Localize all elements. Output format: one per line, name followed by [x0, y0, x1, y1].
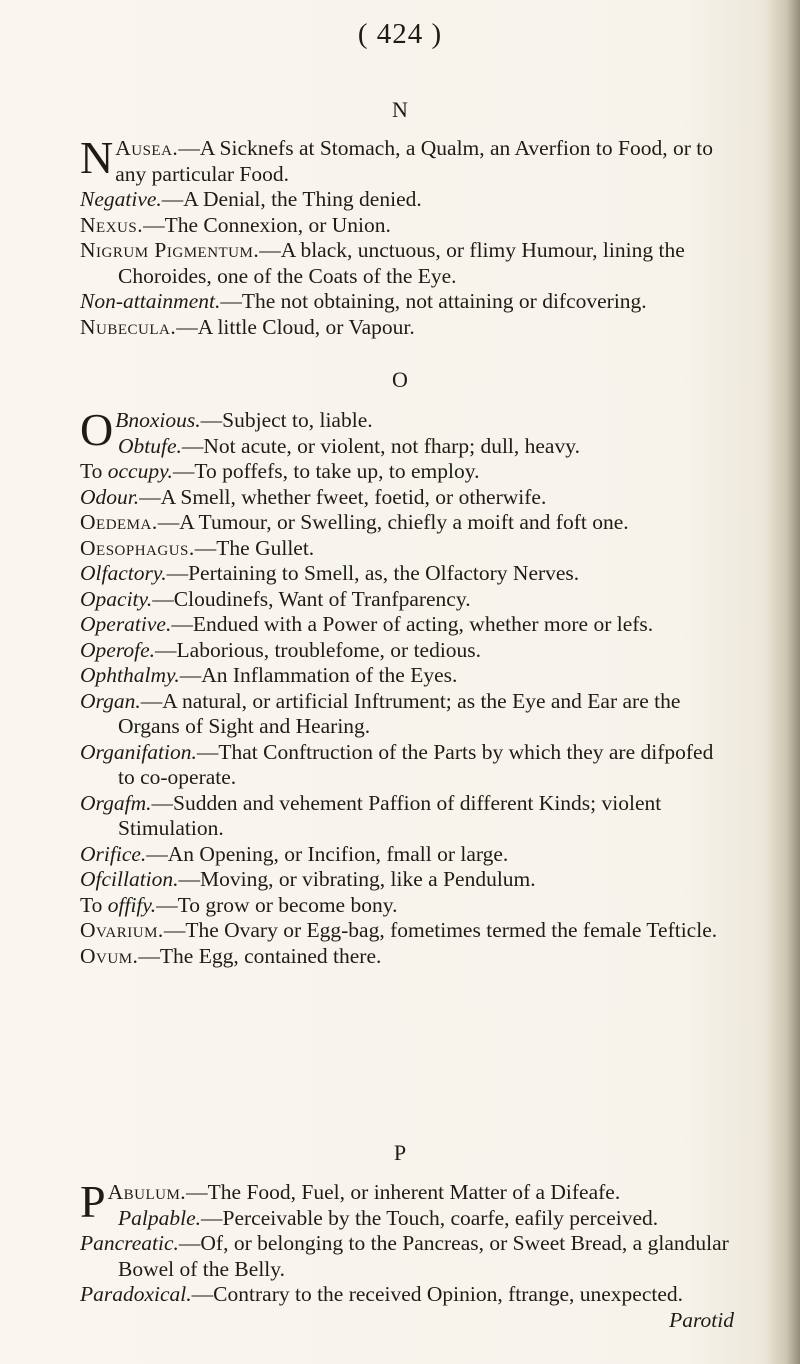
section-n-entries: [80, 132, 730, 340]
entry-term: Negative.: [80, 187, 162, 211]
entry-definition: —Perceivable by the Touch, coarfe, eafily perceived.: [201, 1205, 659, 1230]
entry-term: offify.: [107, 892, 157, 917]
catchword: Parotid: [669, 1308, 734, 1332]
dictionary-entry: [80, 740, 730, 791]
entry-term: Ovarium.: [80, 918, 164, 942]
entry-prefix: To: [80, 459, 108, 483]
entry-term: Oesophagus.: [80, 535, 195, 560]
entry-definition: —The Connexion, or Union.: [143, 212, 391, 237]
dictionary-entry: [80, 663, 730, 689]
dictionary-entry: [80, 213, 730, 239]
entry-definition: —A Tumour, or Swelling, chiefly a moift and foft one.: [157, 510, 629, 534]
dictionary-entry: [80, 289, 730, 315]
entry-term: Nexus.: [80, 212, 144, 237]
entry-definition: —Of, or belonging to the Pancreas, or Sweet Bread, a glandular Bowel of the Belly.: [118, 1231, 729, 1281]
dictionary-entry: [80, 791, 730, 842]
entry-term: Olfactory.: [80, 561, 167, 585]
dictionary-entry: [80, 944, 730, 970]
entry-definition: —The Egg, contained there.: [138, 943, 382, 968]
entry-definition: —A Denial, the Thing denied.: [161, 187, 422, 211]
entry-prefix: To: [80, 892, 108, 917]
entry-definition: —To poffefs, to take up, to employ.: [172, 459, 480, 483]
drop-cap: P: [80, 1176, 106, 1227]
dictionary-entry: [80, 434, 730, 460]
entry-definition: —That Conftruction of the Parts by which they are difpofed to co-operate.: [118, 739, 714, 789]
entry-definition: —Pertaining to Smell, as, the Olfactory Nerves.: [166, 561, 580, 585]
page-number: ( 424 ): [357, 18, 443, 50]
entry-term: occupy.: [107, 459, 173, 483]
entry-term: Orgafm.: [80, 790, 152, 815]
entry-definition: —Cloudinefs, Want of Tranfparency.: [152, 586, 471, 611]
section-p-entries: [80, 1176, 730, 1308]
entry-term: Organifation.: [80, 739, 197, 764]
entry-definition: —The Gullet.: [194, 535, 315, 560]
dictionary-entry: [80, 689, 730, 740]
entry-term: Nigrum Pigmentum.: [80, 238, 260, 262]
entry-definition: —The not obtaining, not attaining or difcovering.: [220, 289, 647, 313]
dictionary-entry: [80, 918, 730, 944]
entry-definition: —A natural, or artificial Inftrument; as the Eye and Ear are the Organs of Sight and Hearing.: [118, 688, 681, 738]
entry-definition: —The Ovary or Egg-bag, fometimes termed the female Tefticle.: [163, 918, 718, 942]
dictionary-entry: [80, 132, 730, 187]
entry-term: Orifice.: [80, 841, 147, 866]
entry-definition: —An Opening, or Incifion, fmall or large.: [146, 841, 509, 866]
dictionary-entry: [80, 612, 730, 638]
entry-term: Abulum.: [107, 1180, 187, 1204]
entry-definition: —Sudden and vehement Paffion of different Kinds; violent Stimulation.: [118, 790, 662, 840]
entry-term: Obtufe.: [118, 433, 182, 458]
dictionary-entry: [80, 485, 730, 511]
dictionary-entry: [80, 315, 730, 341]
entry-term: Organ.: [80, 688, 141, 713]
drop-cap: N: [80, 132, 114, 183]
entry-definition: —Not acute, or violent, not fharp; dull, heavy.: [181, 433, 580, 458]
entry-definition: —The Food, Fuel, or inherent Matter of a Difeafe.: [186, 1180, 621, 1204]
entry-term: Nubecula.: [80, 314, 177, 339]
entry-definition: —An Inflammation of the Eyes.: [179, 663, 458, 687]
entry-term: Ophthalmy.: [80, 663, 180, 687]
entry-term: Paradoxical.: [80, 1282, 192, 1306]
entry-definition: —Endued with a Power of acting, whether more or lefs.: [171, 612, 654, 636]
entry-term: Operative.: [80, 612, 172, 636]
section-letter-p: P: [393, 1140, 407, 1165]
dictionary-entry: [80, 1282, 730, 1308]
entry-definition: —A Sicknefs at Stomach, a Qualm, an Averfion to Food, or to any particular Food.: [115, 136, 713, 186]
entry-term: Bnoxious.: [115, 408, 201, 432]
section-o-entries: [80, 404, 730, 969]
dictionary-entry: [80, 893, 730, 919]
dictionary-entry: [80, 459, 730, 485]
dictionary-entry: [80, 587, 730, 613]
entry-definition: —Moving, or vibrating, like a Pendulum.: [178, 867, 536, 891]
dictionary-entry: [80, 842, 730, 868]
entry-term: Pancreatic.: [80, 1231, 179, 1255]
dictionary-entry: [80, 187, 730, 213]
entry-term: Ofcillation.: [80, 867, 179, 891]
entry-term: Ausea.: [115, 136, 179, 160]
dictionary-entry: [80, 1231, 730, 1282]
dictionary-entry: [80, 238, 730, 289]
entry-term: Non-attainment.: [80, 289, 221, 313]
dictionary-entry: [80, 536, 730, 562]
section-letter-n: N: [392, 97, 408, 122]
entry-term: Oedema.: [80, 510, 158, 534]
entry-term: Palpable.: [118, 1205, 201, 1230]
entry-definition: —To grow or become bony.: [156, 892, 398, 917]
entry-definition: —Subject to, liable.: [200, 408, 373, 432]
entry-term: Ovum.: [80, 943, 139, 968]
dictionary-entry: [80, 638, 730, 664]
entry-definition: —Laborious, troublefome, or tedious.: [155, 637, 482, 662]
entry-definition: —A little Cloud, or Vapour.: [176, 314, 415, 339]
entry-definition: —A black, unctuous, or flimy Humour, lining the Choroides, one of the Coats of the Eye.: [118, 238, 685, 288]
entry-definition: —A Smell, whether fweet, foetid, or otherwife.: [139, 484, 547, 509]
dictionary-entry: [80, 561, 730, 587]
dictionary-entry: [80, 510, 730, 536]
dictionary-entry: [80, 1206, 730, 1232]
drop-cap: O: [80, 404, 114, 455]
entry-term: Operofe.: [80, 637, 156, 662]
entry-definition: —Contrary to the received Opinion, ftrange, unexpected.: [191, 1282, 684, 1306]
dictionary-entry: [80, 867, 730, 893]
section-letter-o: O: [392, 367, 408, 392]
entry-term: Odour.: [80, 484, 140, 509]
entry-term: Opacity.: [80, 586, 153, 611]
